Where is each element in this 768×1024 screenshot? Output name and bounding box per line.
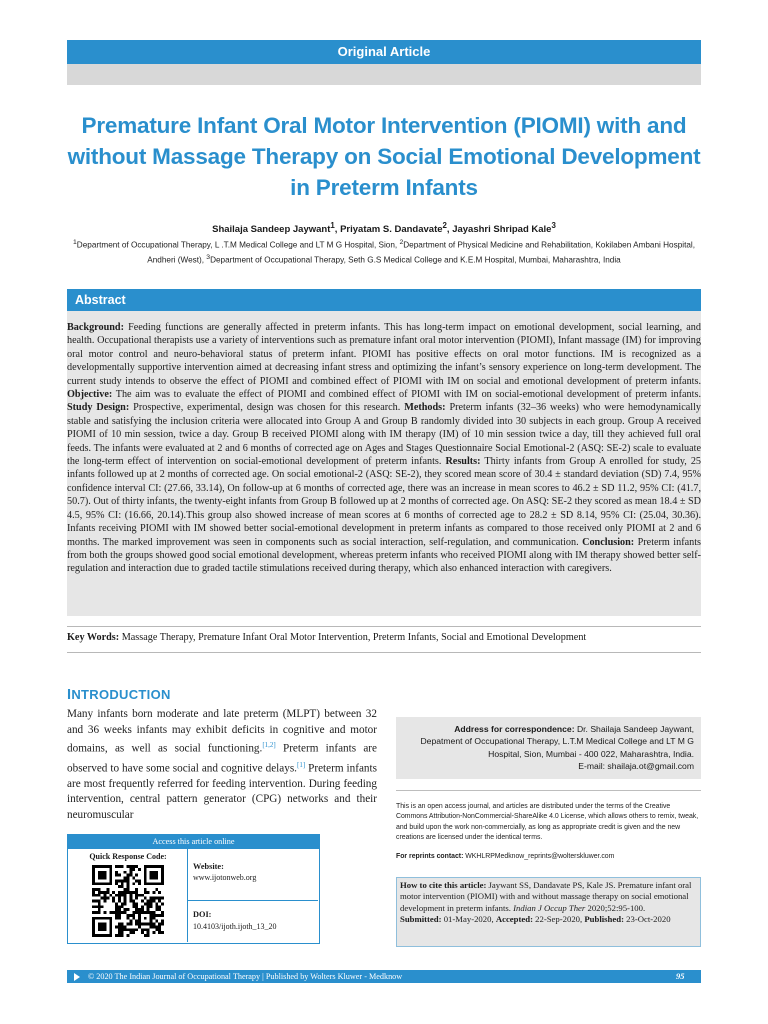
introduction-body xyxy=(67,707,377,824)
citation-ref[interactable]: [1,2] xyxy=(262,741,276,750)
correspondence-text xyxy=(396,723,694,773)
citation-body: Jaywant SS, Dandavate PS, Kale JS. Premature infant oral motor intervention (PIOMI) with and without massage therapy on social emotional development in preterm infants. xyxy=(400,880,692,913)
citation-text xyxy=(400,880,696,925)
accepted-date: 22-Sep-2020, xyxy=(532,913,583,924)
submitted-date: 01-May-2020, xyxy=(441,913,494,924)
section-label: Original Article xyxy=(67,40,701,64)
correspondence-email[interactable]: E-mail: shailaja.ot@gmail.com xyxy=(578,761,694,772)
intro-text-1: Many infants born moderate and late preterm (MLPT) between 32 and 36 weeks infants may exhibit deficits in cognitive and motor domains, as well as social functioning. xyxy=(67,708,377,755)
intro-text-2: Preterm infants are observed to have some social and cognitive delays. xyxy=(67,742,377,775)
abstract-heading-text: Abstract xyxy=(75,293,126,307)
affiliation-sup: 2 xyxy=(399,239,404,246)
citation-ref[interactable]: [1] xyxy=(296,760,306,769)
qr-code-icon[interactable] xyxy=(92,865,164,937)
abstract-label-conclusion: Conclusion: xyxy=(582,536,635,548)
introduction-heading-rest: NTRODUCTION xyxy=(71,687,171,702)
submitted-label: Submitted: xyxy=(400,913,442,924)
affiliation-sup: 1 xyxy=(72,239,77,246)
open-access-notice: This is an open access journal, and articles are distributed under the terms of the Creative Commons Attribution-NonCommercial-ShareAlike 4.0 License, which allows others to remix, tweak, and build upon the work non-commercially, as long as appropriate credit is given and the new creations are licensed under the identical terms. xyxy=(396,803,699,841)
keywords xyxy=(67,631,701,644)
website-link[interactable]: www.ijotonweb.org xyxy=(193,873,257,882)
published-date: 23-Oct-2020 xyxy=(623,913,671,924)
footer-copyright: © 2020 The Indian Journal of Occupational Therapy | Published by Wolters Kluwer - Medknow xyxy=(88,972,403,981)
abstract-label-objective: Objective: xyxy=(67,389,113,401)
access-article-header: Access this article online xyxy=(68,835,319,849)
abstract-conclusion-text: Preterm infants from both the groups showed good social emotional development, whereas preterm infants who received PIOMI along with IM therapy showed better self-regulation and interaction due to graded tactile stimulations received during therapy, which also enhanced interaction with caregivers. xyxy=(67,536,702,575)
citation-journal: Indian J Occup Ther xyxy=(513,902,586,913)
abstract-label-design: Study Design: xyxy=(67,402,130,414)
author-sup: 3 xyxy=(551,221,556,230)
intro-text-3: Preterm infants are most frequently referred for feeding intervention. During feeding intervention, central pattern generator (CPG) networks and their neuromuscular xyxy=(67,762,377,822)
accepted-label: Accepted: xyxy=(495,913,533,924)
header-gray-band xyxy=(67,64,701,85)
correspondence-line-2: Depatment of Occupational Therapy, L.T.M Medical College and LT M G xyxy=(420,736,694,747)
keywords-divider-bottom xyxy=(67,652,701,653)
affiliation-text: Department of Physical Medicine and Rehabilitation, Kokilaben Ambani Hospital, Andheri (West), xyxy=(147,240,695,265)
correspondence-label: Address for correspondence: xyxy=(454,724,575,734)
correspondence-line-3: Hospital, Sion, Mumbai - 400 022, Maharashtra, India. xyxy=(488,748,694,759)
keywords-text: Massage Therapy, Premature Infant Oral Motor Intervention, Preterm Infants, Social and Emotional Development xyxy=(119,632,587,643)
correspondence-divider xyxy=(396,790,701,791)
abstract-design-text: Prospective, experimental, design was chosen for this research. xyxy=(129,402,405,414)
affiliations xyxy=(72,237,696,267)
author-sup: 2 xyxy=(442,221,447,230)
author-name: Priyatam S. Dandavate xyxy=(340,224,443,236)
affiliation-text: Department of Occupational Therapy, Seth G.S Medical College and K.E.M Hospital, Mumbai, Maharashtra, India xyxy=(210,255,621,265)
abstract-label-background: Background: xyxy=(67,322,124,333)
doi-label: DOI: xyxy=(193,910,212,919)
doi-link[interactable]: 10.4103/ijoth.ijoth_13_20 xyxy=(193,922,277,931)
footer-arrow-icon xyxy=(74,973,80,981)
page-number: 95 xyxy=(676,971,685,981)
published-label: Published: xyxy=(584,913,624,924)
website-label: Website: xyxy=(193,862,224,871)
introduction-heading xyxy=(67,687,171,703)
correspondence-name: Dr. Shailaja Sandeep Jaywant, xyxy=(574,724,694,734)
abstract-label-methods: Methods: xyxy=(404,402,446,414)
citation-volume: 2020;52:95-100. xyxy=(585,902,646,913)
abstract-objective-text: The aim was to evaluate the effect of PIOMI and combined effect of PIOMI with IM on social-emotional development of preterm infants. xyxy=(112,389,701,401)
qr-code-label: Quick Response Code: xyxy=(89,852,167,861)
abstract-label-results: Results: xyxy=(445,456,481,468)
author-sup: 1 xyxy=(330,221,335,230)
reprints-label: For reprints contact: xyxy=(396,853,464,860)
citation-label: How to cite this article: xyxy=(400,880,487,890)
keywords-label: Key Words: xyxy=(67,632,120,643)
abstract-background-text: Feeding functions are generally affected in preterm infants. This has long-term impact on emotional development, social learning, and health. Occupational therapists use a variety of interventions such as premature infant oral motor intervention (PIOMI), Infant massage (IM) for improving oral motor control and neuro-behavioral status of preterm infant. PIOMI has positive effects on oral motor functions. IM is recognized as a developmentally supportive intervention aimed at decreasing infant stress and optimizing the infant’s sensory experience on long-term development. The current study intends to observe the effect of PIOMI and combined effect of PIOMI with IM on social and emotional development of preterm infants. xyxy=(67,322,701,387)
reprints-email[interactable]: WKHLRPMedknow_reprints@wolterskluwer.com xyxy=(463,853,615,860)
abstract-results-text: Thirty infants from Group A enrolled for study, 25 infants followed up at 2 months of corrected age. On social emotional-2 (ASQ: SE-2), they scored mean score of 30.4 ± standard deviation (SD) 7.4, 95% confidence interval CI: (27.66, 33.14), On follow-up at 6 months of corrected age, there was an increase in mean scores to 46.2 ± SD 11.2, 95% CI: (41.7, 50.7). Out of thirty infants, the twenty-eight infants from Group B followed up at 2 months of corrected age. On ASQ: SE-2 they scored as mean 18.4 ± SD 4.5, 95% CI: (16.66, 20.14).This group also showed increase of mean scores at 6 months of corrected age to 28.2 ± SD 8.14, 95% CI: (25.04, 30.36). Infants receiving PIOMI with IM showed better social-emotional development in preterm infants as compared to those received only PIOMI at 2 and 6 months. The marked improvement was seen in components such as social interaction, self-regulation, and communication. xyxy=(67,456,702,548)
author-name: Jayashri Shripad Kale xyxy=(452,224,552,236)
author-name: Shailaja Sandeep Jaywant xyxy=(212,224,331,236)
access-box-divider-vertical xyxy=(187,849,188,942)
keywords-divider-top xyxy=(67,626,701,627)
abstract-heading xyxy=(67,289,701,311)
author-list: Shailaja Sandeep Jaywant$^1$, Priyatam S. Dandavate$^2$, Jayashri Shripad Kale$^3$ xyxy=(212,221,556,236)
reprints-contact xyxy=(396,853,701,860)
abstract-methods-text: Preterm infants (32–36 weeks) who were hemodynamically stable and satisfying the inclusion criteria were allocated into Group A and Group B randomly divided into 30 subjects in each group. Group A received PIOMI of 10 min session, twice a day. Group B received PIOMI along with IM therapy (IM) of 10 min session twice a day, till they achieved full oral feeds. The infants were evaluated at 2 and 6 months of corrected age on Ages and Stages Questionnaire Social Emotional-2 (ASQ: SE-2) scale to evaluate the long-term effect of intervention on social-emotional development of preterm infants. xyxy=(67,402,702,468)
article-title: Premature Infant Oral Motor Intervention (PIOMI) with and without Massage Therapy on Social Emotional Development in Preterm Infants xyxy=(67,113,701,200)
abstract-body xyxy=(67,321,701,576)
correspondence-line-1 xyxy=(396,723,694,735)
affiliation-sup: 3 xyxy=(206,254,211,262)
access-box-divider-horizontal xyxy=(188,900,318,901)
introduction-heading-initial: I xyxy=(67,687,72,703)
affiliation-text: Department of Occupational Therapy, L .T.M Medical College and LT M G Hospital, Sion, xyxy=(76,240,400,250)
